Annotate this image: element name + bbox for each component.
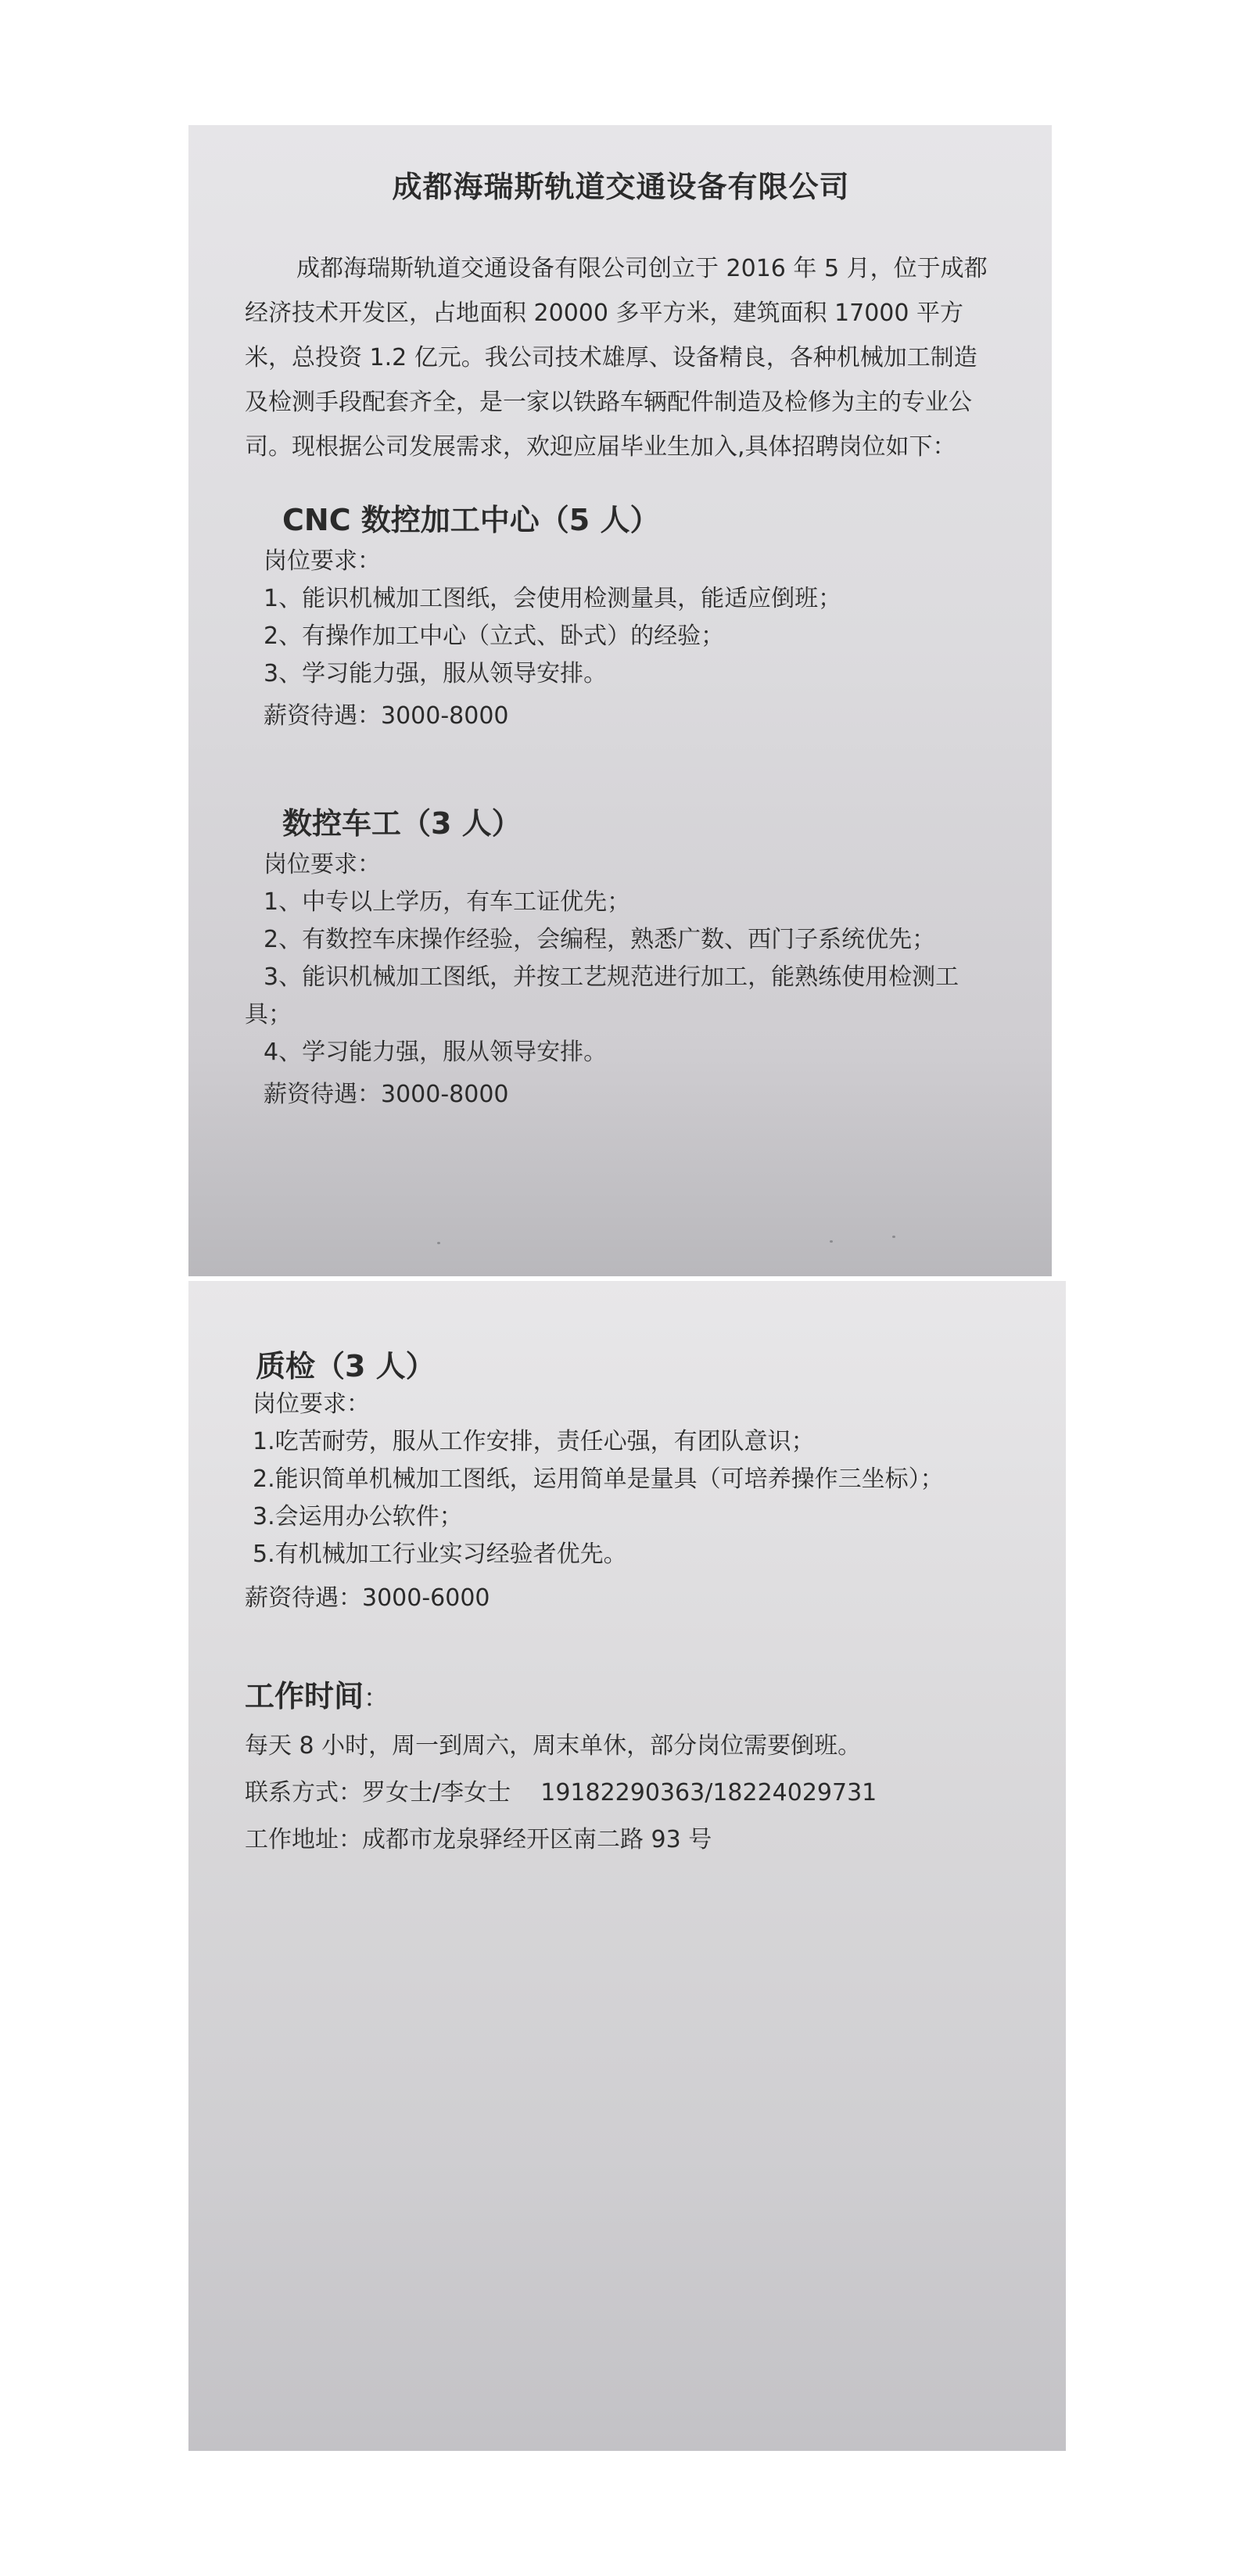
requirement-item: 2、有操作加工中心（立式、卧式）的经验； xyxy=(264,622,725,650)
requirement-item: 3、能识机械加工图纸，并按工艺规范进行加工，能熟练使用检测工具； xyxy=(245,963,959,1028)
work-time-heading: 工作时间 xyxy=(245,1679,364,1713)
work-time-colon: ： xyxy=(364,1683,389,1713)
requirement-item: 1、能识机械加工图纸，会使用检测量具，能适应倒班； xyxy=(264,585,842,612)
requirement-item: 1、中专以上学历，有车工证优先； xyxy=(264,888,631,916)
requirement-item: 2.能识简单机械加工图纸，运用简单是量具（可培养操作三坐标）； xyxy=(253,1466,944,1493)
work-time-section xyxy=(245,1677,1019,1864)
paper-speck xyxy=(437,1242,440,1244)
requirement-item: 4、学习能力强，服从领导安排。 xyxy=(264,1039,608,1066)
requirements-label: 岗位要求： xyxy=(253,1390,370,1418)
requirement-item: 5.有机械加工行业实习经验者优先。 xyxy=(253,1541,627,1568)
company-title: 成都海瑞斯轨道交通设备有限公司 xyxy=(392,170,850,204)
paper-speck xyxy=(830,1240,833,1243)
paper-speck xyxy=(892,1236,895,1238)
salary-text: 薪资待遇：3000-8000 xyxy=(264,1081,509,1108)
work-address: 工作地址：成都市龙泉驿经开区南二路 93 号 xyxy=(245,1826,712,1853)
job-section-cnc xyxy=(245,500,997,735)
document-page-2 xyxy=(188,1281,1066,2451)
requirement-item: 1.吃苦耐劳，服从工作安排，责任心强，有团队意识； xyxy=(253,1428,815,1455)
job-section-qc xyxy=(245,1347,1019,1617)
job-heading-lathe: 数控车工（3 人） xyxy=(282,806,522,841)
job-heading-qc: 质检（3 人） xyxy=(256,1349,436,1383)
requirement-item: 2、有数控车床操作经验，会编程，熟悉广数、西门子系统优先； xyxy=(264,926,936,953)
contact-info: 联系方式：罗女士/李女士 19182290363/18224029731 xyxy=(245,1779,877,1806)
salary-text: 薪资待遇：3000-8000 xyxy=(264,702,509,730)
job-section-lathe xyxy=(245,804,997,1114)
work-schedule: 每天 8 小时，周一到周六，周末单休，部分岗位需要倒班。 xyxy=(245,1732,862,1760)
document-page-1 xyxy=(188,125,1052,1276)
requirement-item: 3、学习能力强，服从领导安排。 xyxy=(264,660,608,687)
requirement-item: 3.会运用办公软件； xyxy=(253,1503,463,1530)
company-intro: 成都海瑞斯轨道交通设备有限公司创立于 2016 年 5 月，位于成都经济技术开发区，占地面积 20000 多平方米，建筑面积 17000 平方米，总投资 1.2 亿元。我公司技术雄厚、设备精良，各种机械加工制造及检测手段配套齐全，是一家以铁路车辆配件制造及检修为主的专业公司。现根据公司发展需求，欢迎应届毕业生加入,具体招聘岗位如下： xyxy=(245,255,988,461)
job-heading-cnc: CNC 数控加工中心（5 人） xyxy=(282,503,660,537)
requirements-label: 岗位要求： xyxy=(264,851,381,878)
requirements-label: 岗位要求： xyxy=(264,547,381,575)
salary-text: 薪资待遇：3000-6000 xyxy=(245,1584,490,1612)
